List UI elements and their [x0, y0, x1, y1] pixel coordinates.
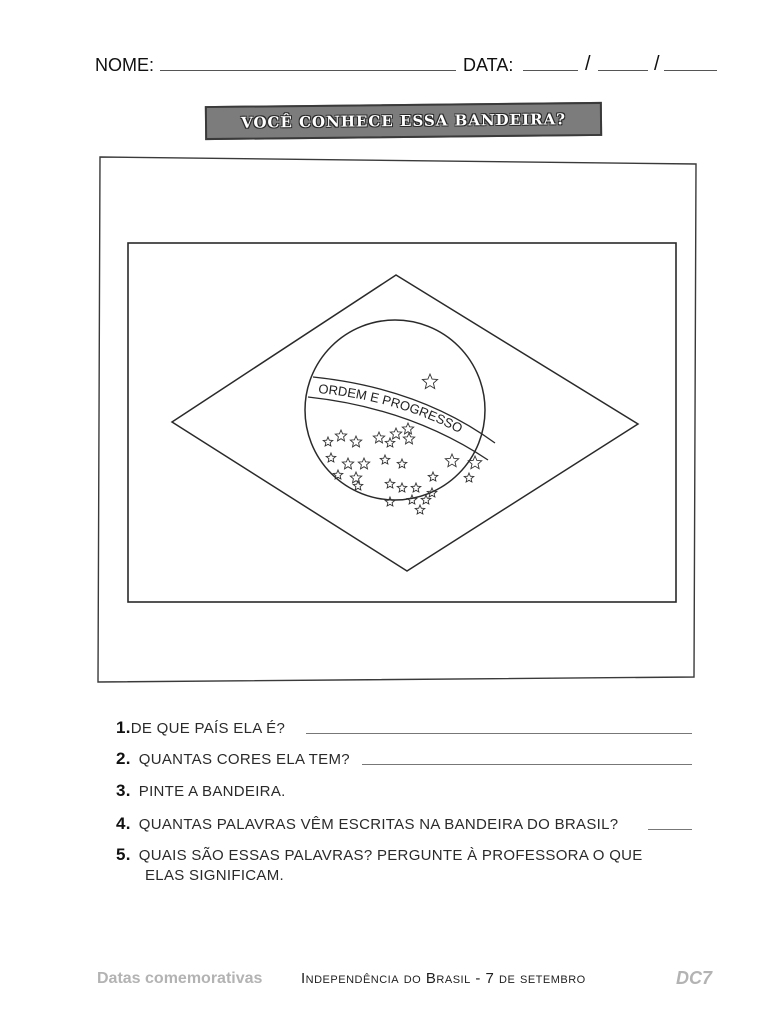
star-icon [350, 436, 361, 447]
question-4 [116, 814, 618, 834]
star-icon [380, 455, 390, 464]
footer-code: DC7 [676, 968, 713, 988]
question-number: 2. [116, 749, 131, 768]
name-label: NOME: [95, 55, 155, 75]
question-1 [116, 718, 285, 738]
outer-frame [98, 157, 696, 682]
date-day-field[interactable] [523, 70, 578, 71]
question-text-continued: ELAS SIGNIFICAM. [145, 867, 284, 884]
name-field[interactable] [160, 70, 456, 71]
answer-1-line[interactable] [306, 733, 692, 734]
star-icon [323, 437, 333, 446]
question-5 [116, 845, 643, 886]
star-icon [403, 433, 414, 444]
flag-motto [318, 381, 465, 436]
star-icon [385, 479, 395, 488]
star-icon [415, 505, 425, 514]
flag-diamond [172, 275, 638, 571]
answer-4-line[interactable] [648, 829, 692, 830]
star-icon [390, 428, 401, 439]
star-icon [385, 438, 395, 447]
star-icon [422, 374, 437, 389]
question-number: 3. [116, 781, 131, 800]
question-text: QUANTAS PALAVRAS VÊM ESCRITAS NA BANDEIRA DO BRASIL? [138, 816, 619, 833]
date-separator: / [654, 53, 660, 75]
title-banner [205, 102, 602, 140]
star-icon [373, 432, 384, 443]
date-separator: / [585, 53, 591, 75]
date-month-field[interactable] [598, 70, 648, 71]
star-icon [385, 497, 395, 506]
date-year-field[interactable] [664, 70, 717, 71]
star-icon [428, 472, 438, 481]
star-icon [335, 430, 346, 441]
flag-stars [323, 374, 482, 514]
flag-illustration [90, 150, 710, 690]
date-label: DATA: [463, 55, 514, 75]
star-icon [445, 454, 458, 467]
question-text: PINTE A BANDEIRA. [138, 783, 286, 800]
star-icon [397, 483, 407, 492]
question-2 [116, 749, 350, 769]
question-text: QUAIS SÃO ESSAS PALAVRAS? PERGUNTE À PROFESSORA O QUE [138, 847, 643, 864]
star-icon [358, 458, 369, 469]
star-icon [411, 483, 421, 492]
question-text: DE QUE PAÍS ELA É? [130, 720, 286, 737]
star-icon [402, 423, 413, 434]
star-icon [407, 495, 417, 504]
question-3 [116, 781, 286, 801]
star-icon [342, 458, 353, 469]
answer-2-line[interactable] [362, 764, 692, 765]
flag-motto-text: ORDEM E PROGRESSO [317, 381, 466, 436]
flag-rectangle [128, 243, 676, 602]
star-icon [464, 473, 474, 482]
star-icon [350, 472, 361, 483]
footer-subject: Independência do Brasil - 7 de setembro [301, 970, 586, 987]
page-title: VOCÊ CONHECE ESSA BANDEIRA? [240, 110, 567, 132]
star-icon [397, 459, 407, 468]
star-icon [326, 453, 336, 462]
question-number: 1. [116, 718, 131, 737]
question-text: QUANTAS CORES ELA TEM? [138, 751, 350, 768]
question-number: 4. [116, 814, 131, 833]
question-number: 5. [116, 845, 131, 864]
footer-category: Datas comemorativas [97, 970, 263, 987]
